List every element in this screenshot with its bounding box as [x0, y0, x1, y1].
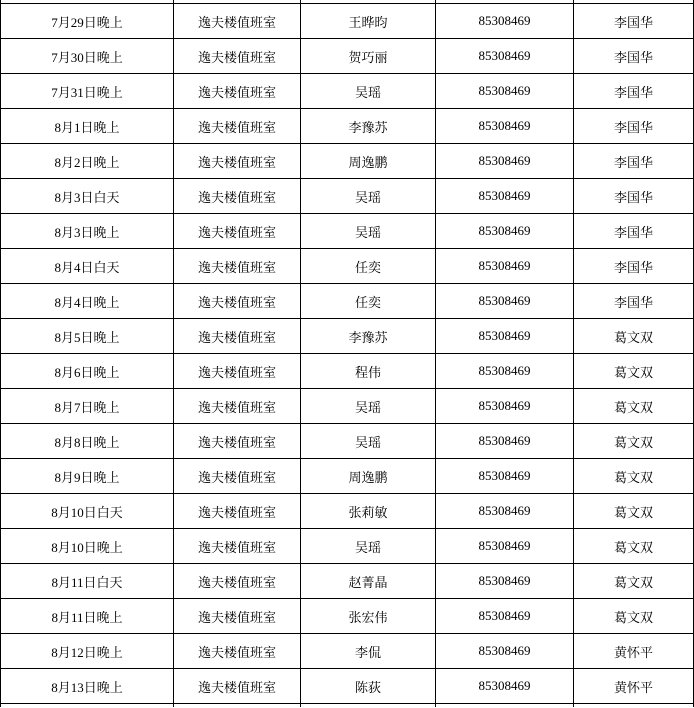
table-row [1, 74, 694, 109]
supervisor-cell: 李国华 [574, 144, 694, 179]
table-row [1, 459, 694, 494]
table-row [1, 214, 694, 249]
date-cell: 8月8日晚上 [1, 424, 174, 459]
table-row [1, 634, 694, 669]
location-cell: 逸夫楼值班室 [174, 39, 301, 74]
location-cell: 逸夫楼值班室 [174, 389, 301, 424]
supervisor-cell: 葛文双 [574, 529, 694, 564]
person-cell: 吴瑶 [301, 214, 436, 249]
person-cell: 赵菁晶 [301, 564, 436, 599]
person-cell: 李豫苏 [301, 319, 436, 354]
person-cell: 任奕 [301, 284, 436, 319]
phone-cell: 85308469 [436, 494, 574, 529]
phone-cell: 85308469 [436, 669, 574, 704]
supervisor-cell: 黄怀平 [574, 634, 694, 669]
table-row [1, 319, 694, 354]
person-cell: 吴瑶 [301, 529, 436, 564]
location-cell: 逸夫楼值班室 [174, 214, 301, 249]
table-row [1, 424, 694, 459]
table-row [1, 599, 694, 634]
phone-cell: 85308469 [436, 284, 574, 319]
date-cell: 8月5日晚上 [1, 319, 174, 354]
person-cell: 吴瑶 [301, 424, 436, 459]
person-cell: 张宏伟 [301, 599, 436, 634]
supervisor-cell: 李国华 [574, 284, 694, 319]
supervisor-cell: 李国华 [574, 179, 694, 214]
date-cell: 8月11日晚上 [1, 599, 174, 634]
person-cell: 王晔昀 [301, 4, 436, 39]
supervisor-cell: 葛文双 [574, 564, 694, 599]
date-cell: 7月31日晚上 [1, 74, 174, 109]
location-cell: 逸夫楼值班室 [174, 599, 301, 634]
person-cell: 周逸鹏 [301, 144, 436, 179]
supervisor-cell: 葛文双 [574, 599, 694, 634]
date-cell: 8月4日晚上 [1, 284, 174, 319]
date-cell: 8月1日晚上 [1, 109, 174, 144]
phone-cell: 85308469 [436, 424, 574, 459]
location-cell: 逸夫楼值班室 [174, 179, 301, 214]
location-cell: 逸夫楼值班室 [174, 494, 301, 529]
table-row [1, 284, 694, 319]
table-row [1, 529, 694, 564]
date-cell: 8月9日晚上 [1, 459, 174, 494]
person-cell: 贺巧丽 [301, 39, 436, 74]
date-cell: 7月30日晚上 [1, 39, 174, 74]
phone-cell: 85308469 [436, 599, 574, 634]
supervisor-cell: 葛文双 [574, 494, 694, 529]
duty-roster-body [1, 4, 694, 704]
supervisor-cell: 李国华 [574, 214, 694, 249]
phone-cell: 85308469 [436, 529, 574, 564]
phone-cell: 85308469 [436, 564, 574, 599]
date-cell: 8月6日晚上 [1, 354, 174, 389]
person-cell: 吴瑶 [301, 74, 436, 109]
date-cell: 8月12日晚上 [1, 634, 174, 669]
person-cell: 周逸鹏 [301, 459, 436, 494]
phone-cell: 85308469 [436, 249, 574, 284]
location-cell: 逸夫楼值班室 [174, 109, 301, 144]
date-cell: 8月11日白天 [1, 564, 174, 599]
date-cell: 8月2日晚上 [1, 144, 174, 179]
person-cell: 程伟 [301, 354, 436, 389]
supervisor-cell: 葛文双 [574, 389, 694, 424]
person-cell: 李豫苏 [301, 109, 436, 144]
phone-cell: 85308469 [436, 389, 574, 424]
phone-cell: 85308469 [436, 354, 574, 389]
location-cell: 逸夫楼值班室 [174, 144, 301, 179]
person-cell: 任奕 [301, 249, 436, 284]
date-cell: 7月29日晚上 [1, 4, 174, 39]
date-cell: 8月7日晚上 [1, 389, 174, 424]
location-cell: 逸夫楼值班室 [174, 564, 301, 599]
partial-row-bottom [1, 704, 694, 708]
date-cell: 8月3日白天 [1, 179, 174, 214]
phone-cell: 85308469 [436, 74, 574, 109]
table-row [1, 39, 694, 74]
person-cell: 吴瑶 [301, 389, 436, 424]
phone-cell: 85308469 [436, 179, 574, 214]
table-row [1, 249, 694, 284]
location-cell: 逸夫楼值班室 [174, 4, 301, 39]
date-cell: 8月13日晚上 [1, 669, 174, 704]
supervisor-cell: 李国华 [574, 249, 694, 284]
location-cell: 逸夫楼值班室 [174, 284, 301, 319]
phone-cell: 85308469 [436, 4, 574, 39]
supervisor-cell: 李国华 [574, 4, 694, 39]
date-cell: 8月10日白天 [1, 494, 174, 529]
person-cell: 张莉敏 [301, 494, 436, 529]
table-row [1, 354, 694, 389]
partial-row-cell [1, 704, 174, 708]
table-row [1, 4, 694, 39]
table-row [1, 669, 694, 704]
person-cell: 李侃 [301, 634, 436, 669]
table-row [1, 494, 694, 529]
date-cell: 8月3日晚上 [1, 214, 174, 249]
phone-cell: 85308469 [436, 459, 574, 494]
date-cell: 8月10日晚上 [1, 529, 174, 564]
supervisor-cell: 葛文双 [574, 354, 694, 389]
supervisor-cell: 李国华 [574, 74, 694, 109]
supervisor-cell: 葛文双 [574, 319, 694, 354]
location-cell: 逸夫楼值班室 [174, 669, 301, 704]
location-cell: 逸夫楼值班室 [174, 354, 301, 389]
date-cell: 8月4日白天 [1, 249, 174, 284]
location-cell: 逸夫楼值班室 [174, 74, 301, 109]
partial-row-cell [174, 704, 301, 708]
phone-cell: 85308469 [436, 319, 574, 354]
table-row [1, 564, 694, 599]
table-row [1, 389, 694, 424]
phone-cell: 85308469 [436, 634, 574, 669]
location-cell: 逸夫楼值班室 [174, 249, 301, 284]
partial-row-cell [436, 704, 574, 708]
table-row [1, 144, 694, 179]
location-cell: 逸夫楼值班室 [174, 529, 301, 564]
location-cell: 逸夫楼值班室 [174, 424, 301, 459]
supervisor-cell: 葛文双 [574, 459, 694, 494]
location-cell: 逸夫楼值班室 [174, 459, 301, 494]
supervisor-cell: 李国华 [574, 109, 694, 144]
person-cell: 吴瑶 [301, 179, 436, 214]
supervisor-cell: 黄怀平 [574, 669, 694, 704]
supervisor-cell: 李国华 [574, 39, 694, 74]
table-row [1, 109, 694, 144]
person-cell: 陈荻 [301, 669, 436, 704]
phone-cell: 85308469 [436, 39, 574, 74]
supervisor-cell: 葛文双 [574, 424, 694, 459]
partial-row-cell [301, 704, 436, 708]
location-cell: 逸夫楼值班室 [174, 634, 301, 669]
phone-cell: 85308469 [436, 144, 574, 179]
location-cell: 逸夫楼值班室 [174, 319, 301, 354]
phone-cell: 85308469 [436, 109, 574, 144]
table-row [1, 179, 694, 214]
phone-cell: 85308469 [436, 214, 574, 249]
partial-row-cell [574, 704, 694, 708]
